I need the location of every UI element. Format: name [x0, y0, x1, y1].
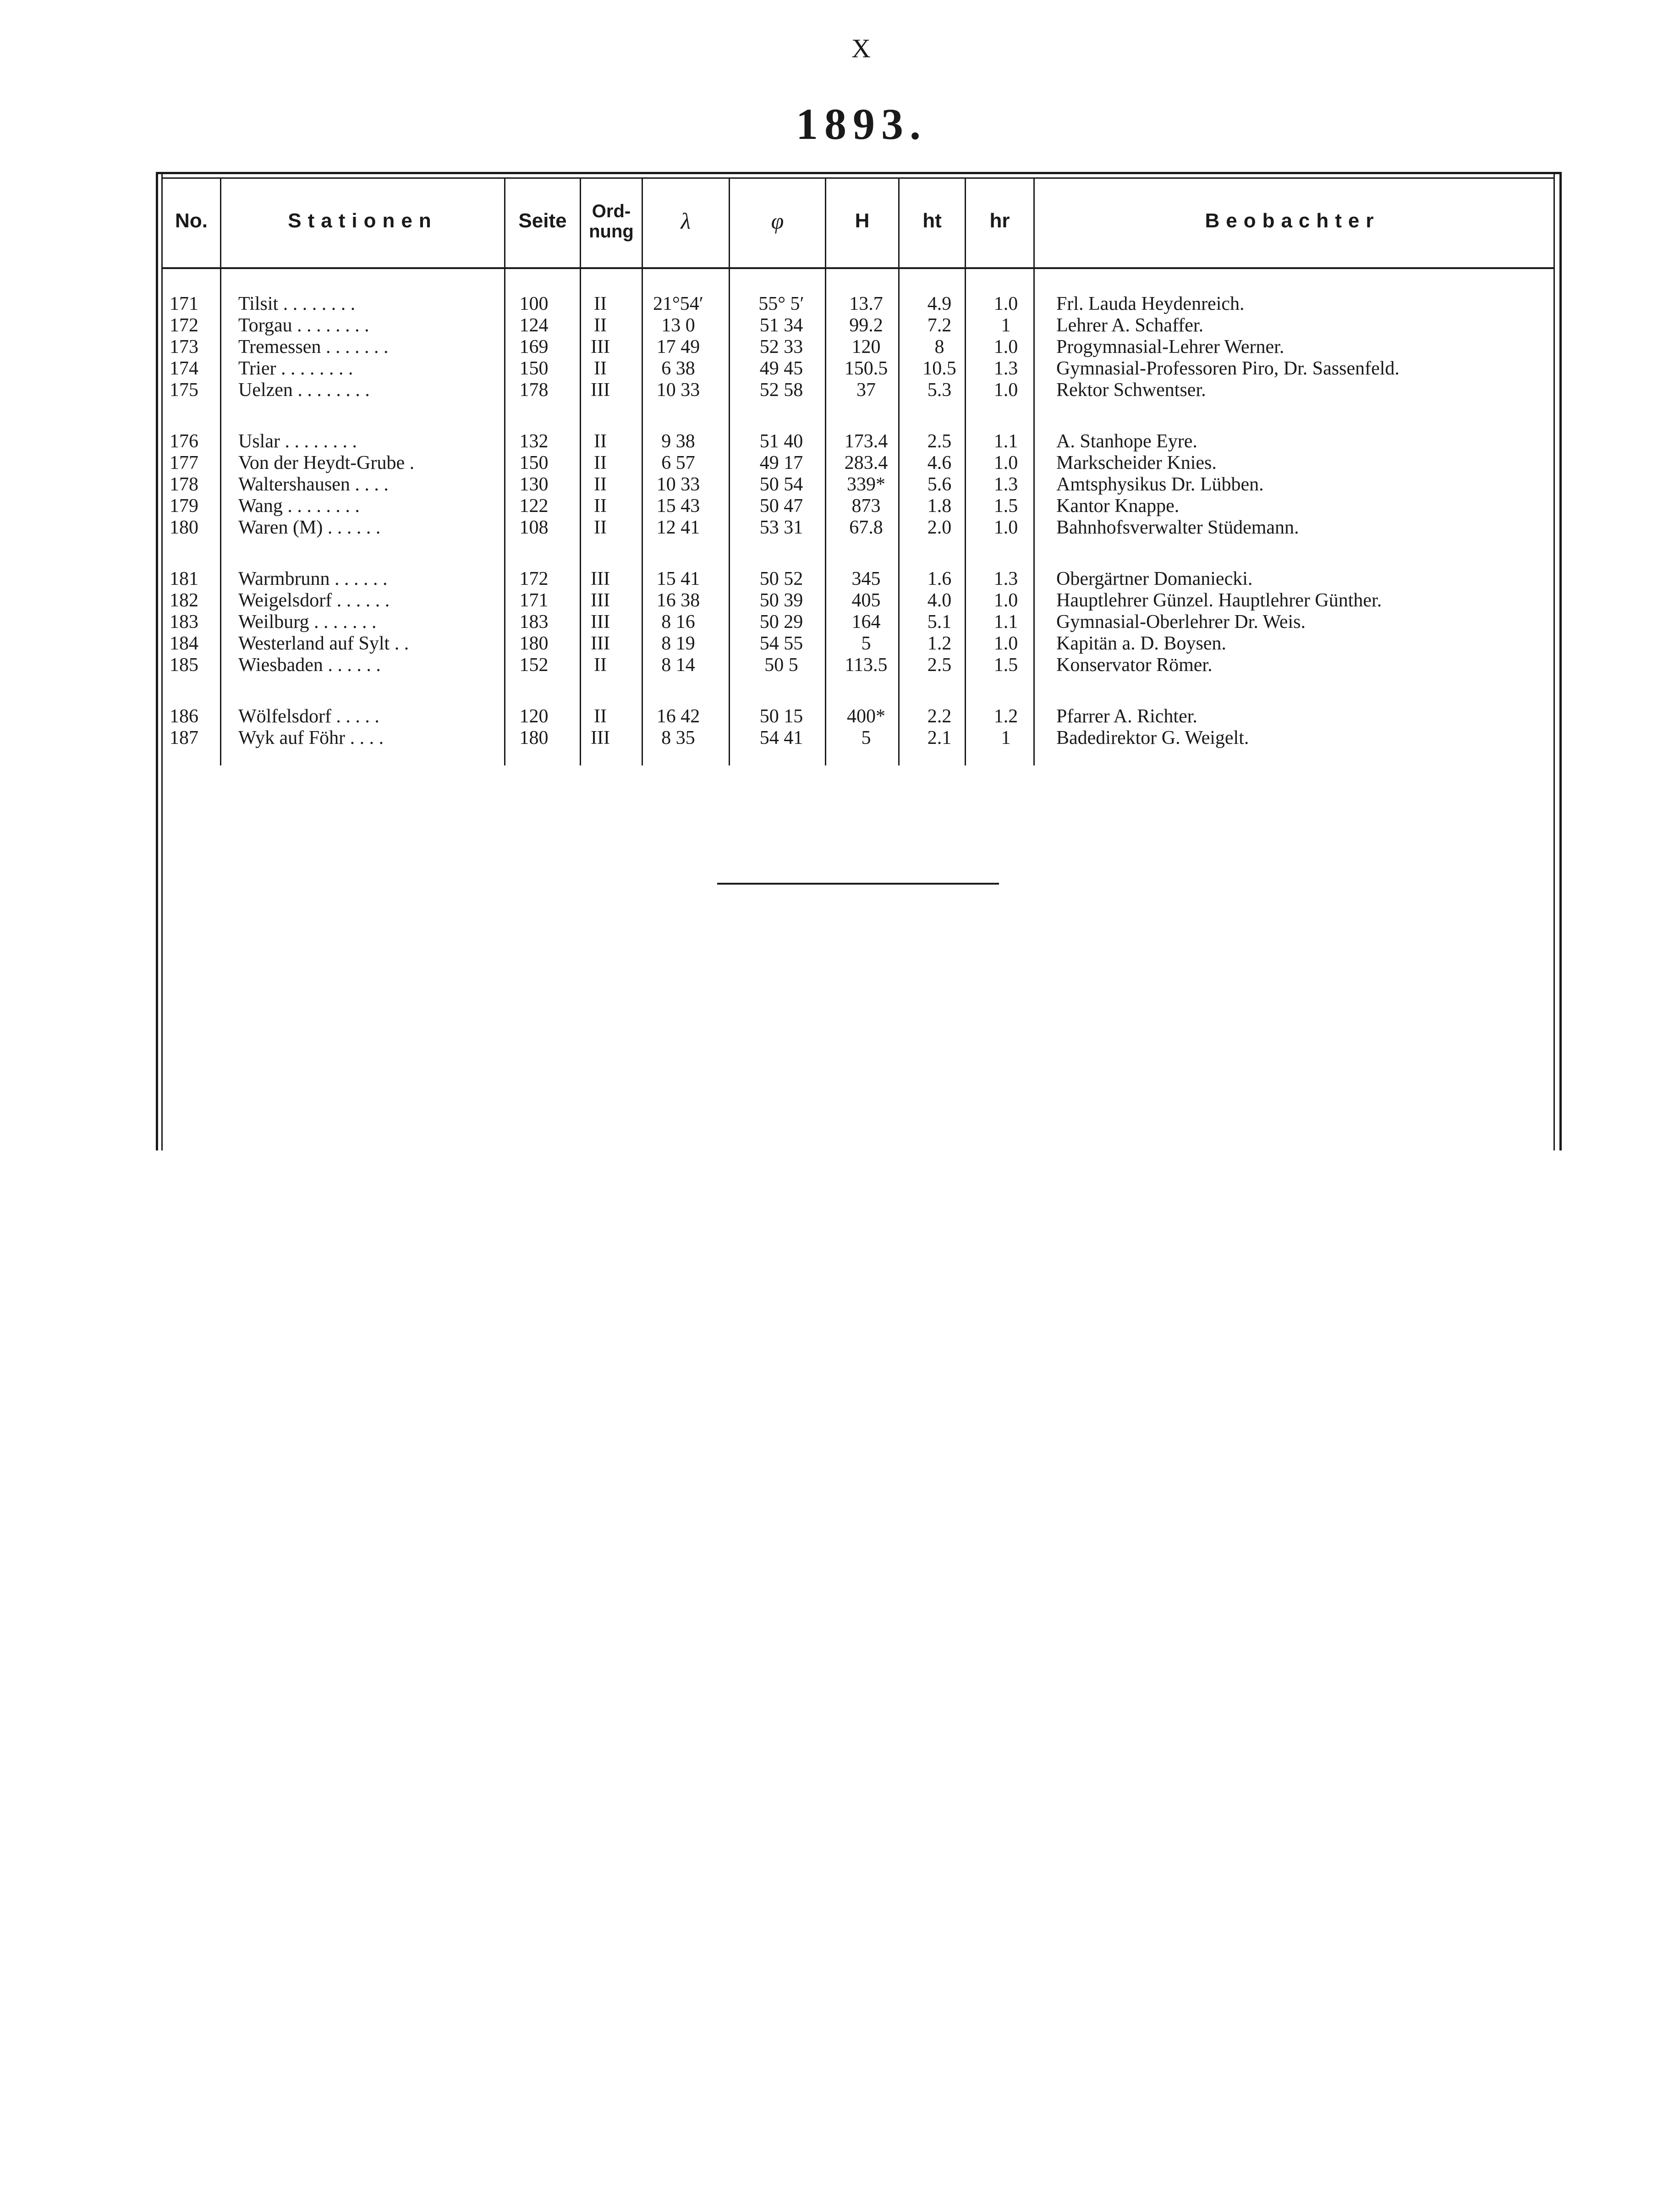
cell-ht: 4.0 — [927, 590, 952, 611]
cell-ordnung: II — [594, 495, 607, 517]
cell-h: 5 — [861, 727, 871, 748]
cell-hr: 1 — [1001, 315, 1011, 336]
table-row — [156, 452, 1562, 473]
cell-hr: 1.0 — [993, 590, 1018, 611]
cell-station: Uelzen . . . . . . . . — [238, 380, 370, 401]
cell-no: 173 — [170, 336, 198, 358]
cell-seite: 180 — [519, 633, 549, 654]
cell-ordnung: II — [594, 431, 607, 452]
cell-ht: 2.1 — [927, 727, 952, 748]
cell-h: 873 — [851, 495, 881, 517]
cell-beobachter: Gymnasial-Oberlehrer Dr. Weis. — [1056, 611, 1306, 633]
cell-ht: 1.6 — [927, 568, 952, 589]
cell-beobachter: Obergärtner Domaniecki. — [1056, 568, 1253, 589]
cell-no: 187 — [170, 727, 198, 748]
cell-phi: 50 15 — [759, 706, 803, 727]
cell-seite: 171 — [519, 590, 549, 611]
table-row — [156, 568, 1562, 589]
table-row — [156, 706, 1562, 727]
cell-ht: 5.3 — [927, 380, 952, 401]
cell-beobachter: Markscheider Knies. — [1056, 452, 1217, 473]
cell-ht: 1.2 — [927, 633, 952, 654]
cell-station: Weilburg . . . . . . . — [238, 611, 377, 633]
table-row — [156, 293, 1562, 314]
cell-ht: 10.5 — [922, 358, 956, 379]
cell-no: 177 — [170, 452, 198, 473]
cell-phi: 54 55 — [759, 633, 803, 654]
cell-beobachter: Konservator Römer. — [1056, 655, 1213, 676]
cell-hr: 1.0 — [993, 336, 1018, 358]
cell-seite: 178 — [519, 380, 549, 401]
cell-lambda: 17 49 — [656, 336, 700, 358]
cell-phi: 49 45 — [759, 358, 803, 379]
cell-phi: 54 41 — [759, 727, 803, 748]
cell-hr: 1.0 — [993, 633, 1018, 654]
cell-lambda: 9 38 — [661, 431, 695, 452]
cell-lambda: 13 0 — [661, 315, 695, 336]
cell-phi: 50 47 — [759, 495, 803, 517]
cell-ordnung: II — [594, 452, 607, 473]
cell-seite: 122 — [519, 495, 549, 517]
cell-ordnung: III — [591, 380, 610, 401]
header-lambda: λ — [681, 208, 691, 234]
cell-ordnung: II — [594, 358, 607, 379]
header-bottom-rule — [161, 267, 1555, 269]
cell-beobachter: Kapitän a. D. Boysen. — [1056, 633, 1226, 654]
table-row — [156, 727, 1562, 748]
cell-h: 113.5 — [845, 655, 888, 676]
cell-ht: 5.1 — [927, 611, 952, 633]
cell-phi: 49 17 — [759, 452, 803, 473]
cell-station: Wyk auf Föhr . . . . — [238, 727, 384, 748]
cell-h: 5 — [861, 633, 871, 654]
header-h: H — [855, 209, 870, 232]
cell-beobachter: Frl. Lauda Heydenreich. — [1056, 293, 1245, 314]
cell-beobachter: Hauptlehrer Günzel. Hauptlehrer Günther. — [1056, 590, 1382, 611]
cell-lambda: 15 41 — [656, 568, 700, 589]
cell-h: 345 — [851, 568, 881, 589]
cell-hr: 1.3 — [993, 358, 1018, 379]
cell-beobachter: Pfarrer A. Richter. — [1056, 706, 1197, 727]
table-row — [156, 633, 1562, 654]
table-row — [156, 315, 1562, 336]
cell-station: Weigelsdorf . . . . . . — [238, 590, 390, 611]
cell-ht: 2.5 — [927, 655, 952, 676]
cell-ht: 4.6 — [927, 452, 952, 473]
cell-seite: 124 — [519, 315, 549, 336]
cell-ht: 1.8 — [927, 495, 952, 517]
cell-station: Waltershausen . . . . — [238, 474, 389, 495]
cell-beobachter: Amtsphysikus Dr. Lübben. — [1056, 474, 1264, 495]
table-row — [156, 495, 1562, 517]
cell-seite: 150 — [519, 358, 549, 379]
cell-hr: 1.5 — [993, 495, 1018, 517]
cell-beobachter: Kantor Knappe. — [1056, 495, 1180, 517]
cell-seite: 172 — [519, 568, 549, 589]
cell-seite: 130 — [519, 474, 549, 495]
cell-lambda: 16 42 — [656, 706, 700, 727]
cell-beobachter: Bahnhofsverwalter Stüdemann. — [1056, 517, 1299, 538]
header-beobachter: Beobachter — [1205, 209, 1380, 232]
cell-lambda: 6 38 — [661, 358, 695, 379]
cell-hr: 1.0 — [993, 452, 1018, 473]
header-hr: hr — [989, 209, 1010, 232]
cell-no: 182 — [170, 590, 198, 611]
cell-ht: 2.0 — [927, 517, 952, 538]
cell-no: 184 — [170, 633, 198, 654]
cell-phi: 53 31 — [759, 517, 803, 538]
cell-ordnung: II — [594, 293, 607, 314]
cell-no: 174 — [170, 358, 198, 379]
cell-seite: 169 — [519, 336, 549, 358]
cell-no: 175 — [170, 380, 198, 401]
cell-phi: 51 34 — [759, 315, 803, 336]
page-year: 1893. — [796, 99, 927, 149]
cell-lambda: 15 43 — [656, 495, 700, 517]
cell-no: 180 — [170, 517, 198, 538]
cell-station: Wiesbaden . . . . . . — [238, 655, 381, 676]
table-row — [156, 358, 1562, 379]
cell-phi: 51 40 — [759, 431, 803, 452]
cell-seite: 183 — [519, 611, 549, 633]
table-row — [156, 655, 1562, 676]
cell-hr: 1.0 — [993, 293, 1018, 314]
cell-seite: 108 — [519, 517, 549, 538]
cell-no: 172 — [170, 315, 198, 336]
table-row — [156, 611, 1562, 633]
cell-seite: 120 — [519, 706, 549, 727]
cell-ht: 5.6 — [927, 474, 952, 495]
cell-lambda: 16 38 — [656, 590, 700, 611]
cell-ht: 2.5 — [927, 431, 952, 452]
cell-hr: 1.3 — [993, 474, 1018, 495]
cell-seite: 132 — [519, 431, 549, 452]
cell-station: Tilsit . . . . . . . . — [238, 293, 356, 314]
cell-ordnung: III — [591, 633, 610, 654]
cell-h: 13.7 — [849, 293, 883, 314]
cell-beobachter: Rektor Schwentser. — [1056, 380, 1206, 401]
table-row — [156, 431, 1562, 452]
cell-seite: 180 — [519, 727, 549, 748]
cell-seite: 150 — [519, 452, 549, 473]
cell-beobachter: Badedirektor G. Weigelt. — [1056, 727, 1249, 748]
cell-station: Warmbrunn . . . . . . — [238, 568, 388, 589]
cell-station: Waren (M) . . . . . . — [238, 517, 381, 538]
cell-no: 171 — [170, 293, 198, 314]
cell-phi: 50 52 — [759, 568, 803, 589]
cell-beobachter: A. Stanhope Eyre. — [1056, 431, 1197, 452]
cell-station: Wang . . . . . . . . — [238, 495, 360, 517]
cell-no: 185 — [170, 655, 198, 676]
cell-h: 339* — [847, 474, 885, 495]
cell-lambda: 12 41 — [656, 517, 700, 538]
cell-ordnung: II — [594, 655, 607, 676]
cell-hr: 1.1 — [993, 611, 1018, 633]
cell-h: 405 — [851, 590, 881, 611]
cell-ordnung: II — [594, 517, 607, 538]
cell-phi: 55° 5′ — [758, 293, 804, 314]
header-phi: φ — [771, 208, 784, 234]
cell-no: 178 — [170, 474, 198, 495]
cell-seite: 152 — [519, 655, 549, 676]
cell-lambda: 21°54′ — [653, 293, 703, 314]
cell-hr: 1 — [1001, 727, 1011, 748]
frame-top-outer — [156, 172, 1562, 174]
cell-lambda: 8 19 — [661, 633, 695, 654]
cell-ht: 4.9 — [927, 293, 952, 314]
cell-no: 183 — [170, 611, 198, 633]
cell-beobachter: Gymnasial-Professoren Piro, Dr. Sassenfeld. — [1056, 358, 1400, 379]
cell-station: Westerland auf Sylt . . — [238, 633, 409, 654]
cell-seite: 100 — [519, 293, 549, 314]
cell-station: Tremessen . . . . . . . — [238, 336, 389, 358]
header-seite: Seite — [518, 209, 567, 232]
cell-ordnung: III — [591, 611, 610, 633]
cell-no: 181 — [170, 568, 198, 589]
cell-hr: 1.5 — [993, 655, 1018, 676]
cell-lambda: 8 14 — [661, 655, 695, 676]
cell-hr: 1.0 — [993, 517, 1018, 538]
header-no: No. — [175, 209, 208, 232]
cell-station: Von der Heydt-Grube . — [238, 452, 415, 473]
cell-lambda: 10 33 — [656, 474, 700, 495]
cell-h: 99.2 — [849, 315, 883, 336]
cell-ordnung: III — [591, 727, 610, 748]
cell-ordnung: III — [591, 590, 610, 611]
cell-ht: 8 — [934, 336, 944, 358]
cell-lambda: 8 35 — [661, 727, 695, 748]
cell-h: 400* — [847, 706, 885, 727]
cell-ordnung: II — [594, 474, 607, 495]
cell-ordnung: III — [591, 568, 610, 589]
header-stationen: Stationen — [288, 209, 438, 232]
cell-beobachter: Progymnasial-Lehrer Werner. — [1056, 336, 1284, 358]
cell-hr: 1.2 — [993, 706, 1018, 727]
cell-phi: 52 33 — [759, 336, 803, 358]
cell-h: 164 — [851, 611, 881, 633]
cell-hr: 1.1 — [993, 431, 1018, 452]
cell-no: 176 — [170, 431, 198, 452]
cell-phi: 50 54 — [759, 474, 803, 495]
cell-ordnung: II — [594, 706, 607, 727]
header-ht: ht — [922, 209, 942, 232]
cell-station: Trier . . . . . . . . — [238, 358, 353, 379]
table-row — [156, 590, 1562, 611]
cell-beobachter: Lehrer A. Schaffer. — [1056, 315, 1204, 336]
table-row — [156, 380, 1562, 401]
cell-no: 179 — [170, 495, 198, 517]
cell-phi: 50 29 — [759, 611, 803, 633]
cell-ht: 7.2 — [927, 315, 952, 336]
frame-top-inner — [161, 177, 1555, 179]
cell-ordnung: III — [591, 336, 610, 358]
cell-ht: 2.2 — [927, 706, 952, 727]
cell-h: 120 — [851, 336, 881, 358]
closing-rule — [717, 883, 999, 885]
page-number: X — [851, 33, 872, 63]
cell-h: 150.5 — [844, 358, 888, 379]
table-row — [156, 474, 1562, 495]
cell-ordnung: II — [594, 315, 607, 336]
table-row — [156, 336, 1562, 358]
table-row — [156, 517, 1562, 538]
cell-phi: 50 5 — [764, 655, 798, 676]
header-ordnung: Ord- nung — [589, 201, 634, 242]
cell-hr: 1.0 — [993, 380, 1018, 401]
cell-station: Wölfelsdorf . . . . . — [238, 706, 379, 727]
cell-hr: 1.3 — [993, 568, 1018, 589]
cell-station: Uslar . . . . . . . . — [238, 431, 357, 452]
cell-h: 37 — [856, 380, 876, 401]
cell-h: 173.4 — [844, 431, 888, 452]
cell-lambda: 6 57 — [661, 452, 695, 473]
cell-h: 283.4 — [844, 452, 888, 473]
cell-no: 186 — [170, 706, 198, 727]
cell-phi: 50 39 — [759, 590, 803, 611]
cell-lambda: 10 33 — [656, 380, 700, 401]
cell-station: Torgau . . . . . . . . — [238, 315, 369, 336]
cell-phi: 52 58 — [759, 380, 803, 401]
cell-lambda: 8 16 — [661, 611, 695, 633]
cell-h: 67.8 — [849, 517, 883, 538]
